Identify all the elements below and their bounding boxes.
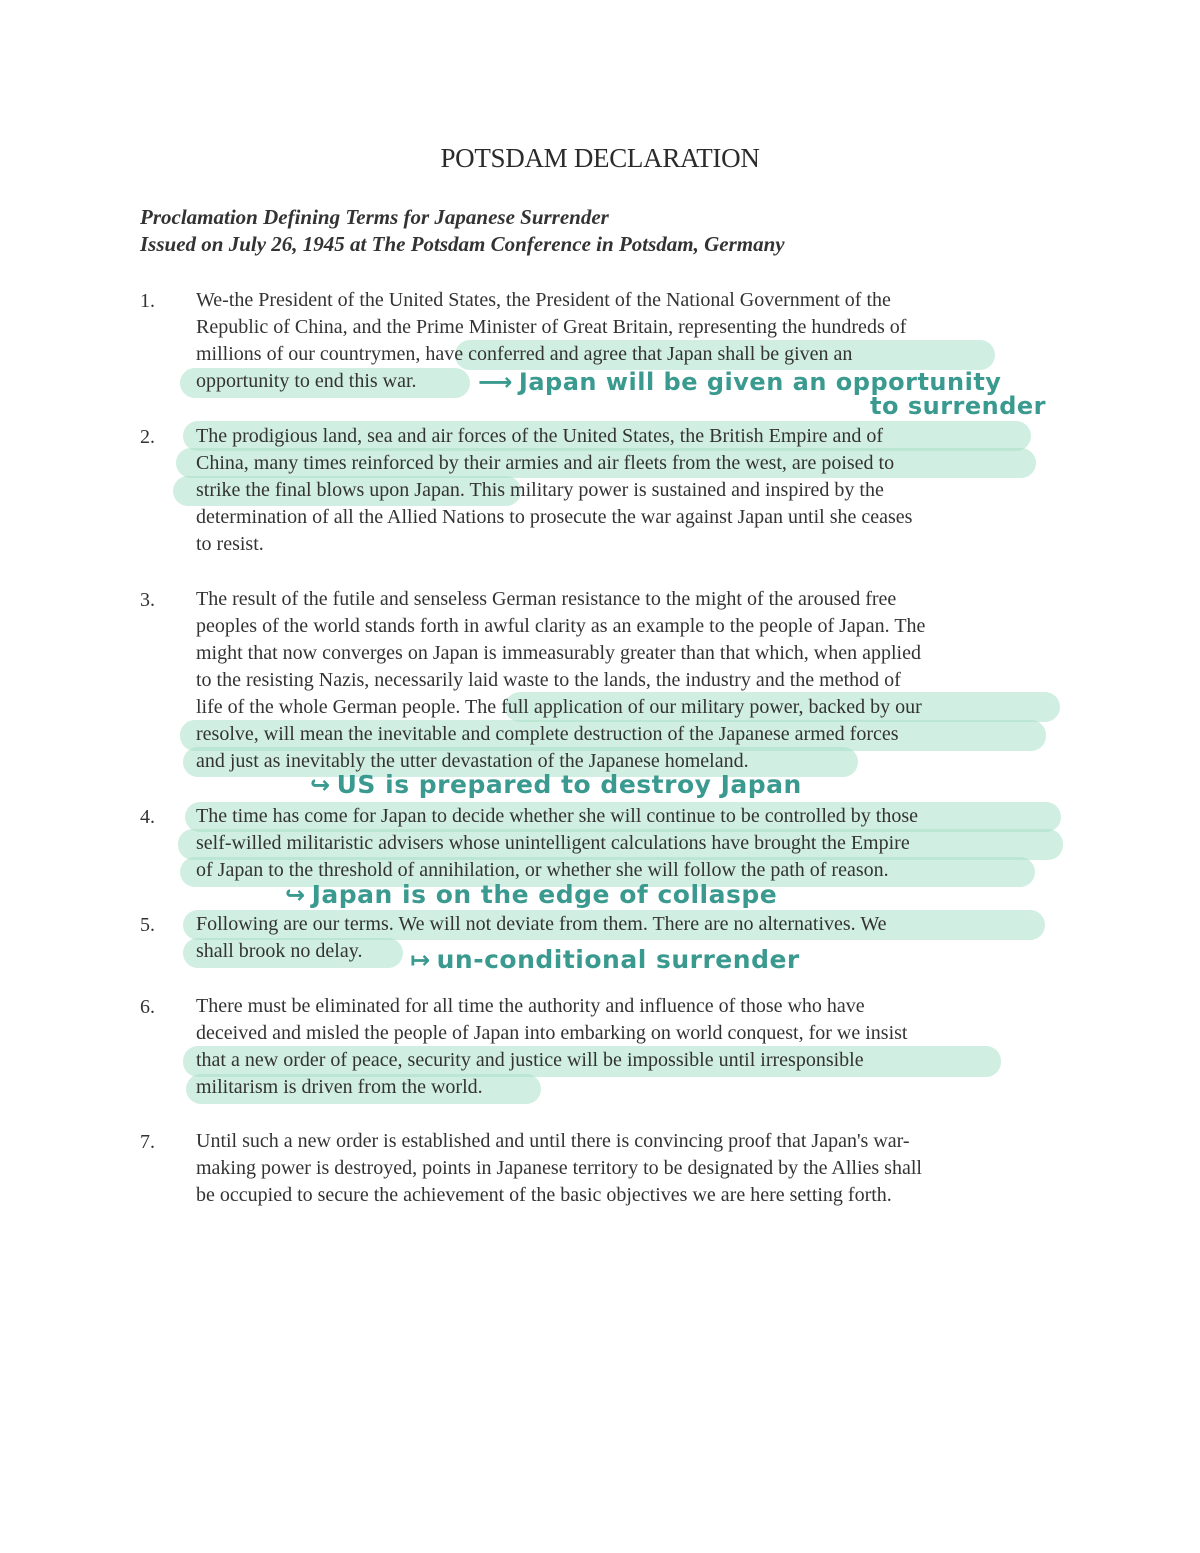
- item-line: resolve, will mean the inevitable and complete destruction of the Japanese armed forces: [196, 723, 899, 745]
- item-line: of Japan to the threshold of annihilation, or whether she will follow the path of reason.: [196, 859, 889, 881]
- item-line: self-willed militaristic advisers whose unintelligent calculations have brought the Empire: [196, 832, 910, 854]
- item-number: 7.: [140, 1131, 155, 1153]
- item-line: Until such a new order is established and until there is convincing proof that Japan's war-: [196, 1130, 910, 1152]
- document-title: POTSDAM DECLARATION: [440, 143, 760, 173]
- item-line: making power is destroyed, points in Japanese territory to be designated by the Allies shall: [196, 1157, 922, 1179]
- annotation-note-1b: to surrender: [870, 392, 1047, 420]
- item-line: shall brook no delay.: [196, 940, 363, 962]
- item-line: The time has come for Japan to decide whether she will continue to be controlled by those: [196, 805, 919, 827]
- item-line: to the resisting Nazis, necessarily laid waste to the lands, the industry and the method of: [196, 669, 901, 691]
- arrow-right-icon: ⟶: [478, 368, 513, 396]
- arrow-right-icon: ↪: [285, 881, 306, 909]
- arrow-right-icon: ↦: [410, 946, 431, 974]
- item-number: 3.: [140, 589, 155, 611]
- item-line: life of the whole German people. The full application of our military power, backed by our: [196, 696, 922, 718]
- arrow-right-icon: ↪: [310, 771, 331, 799]
- item-line: millions of our countrymen, have conferred and agree that Japan shall be given an: [196, 343, 853, 365]
- item-line: deceived and misled the people of Japan into embarking on world conquest, for we insist: [196, 1022, 908, 1044]
- annotation-note-4: ↪ Japan is on the edge of collaspe: [285, 880, 778, 909]
- item-line: be occupied to secure the achievement of the basic objectives we are here setting forth.: [196, 1184, 892, 1206]
- item-line: The prodigious land, sea and air forces of the United States, the British Empire and of: [196, 425, 884, 447]
- annotation-note-3: ↪ US is prepared to destroy Japan: [310, 770, 802, 799]
- item-number: 1.: [140, 290, 155, 312]
- item-line: We-the President of the United States, the President of the National Government of the: [196, 289, 891, 311]
- item-line: Republic of China, and the Prime Minister of Great Britain, representing the hundreds of: [196, 316, 907, 338]
- item-line: and just as inevitably the utter devastation of the Japanese homeland.: [196, 750, 749, 772]
- item-number: 4.: [140, 806, 155, 828]
- item-number: 2.: [140, 426, 155, 448]
- annotation-note-5: ↦ un-conditional surrender: [410, 945, 800, 974]
- item-line: determination of all the Allied Nations to prosecute the war against Japan until she ceases: [196, 506, 913, 528]
- item-line: The result of the futile and senseless German resistance to the might of the aroused free: [196, 588, 897, 610]
- item-line: China, many times reinforced by their armies and air fleets from the west, are poised to: [196, 452, 895, 474]
- item-line: peoples of the world stands forth in awful clarity as an example to the people of Japan. The: [196, 615, 926, 637]
- item-line: to resist.: [196, 533, 264, 555]
- item-line: that a new order of peace, security and justice will be impossible until irresponsible: [196, 1049, 864, 1071]
- item-line: might that now converges on Japan is immeasurably greater than that which, when applied: [196, 642, 921, 664]
- item-line: opportunity to end this war.: [196, 370, 417, 392]
- annotation-note-1: ⟶ Japan will be given an opportunity: [478, 368, 1002, 396]
- item-number: 6.: [140, 996, 155, 1018]
- subtitle-proclamation: Proclamation Defining Terms for Japanese Surrender: [140, 205, 609, 229]
- subtitle-issued: Issued on July 26, 1945 at The Potsdam Conference in Potsdam, Germany: [140, 232, 785, 256]
- item-line: strike the final blows upon Japan. This military power is sustained and inspired by the: [196, 479, 884, 501]
- item-line: Following are our terms. We will not deviate from them. There are no alternatives. We: [196, 913, 887, 935]
- item-line: There must be eliminated for all time the authority and influence of those who have: [196, 995, 865, 1017]
- item-number: 5.: [140, 914, 155, 936]
- item-line: militarism is driven from the world.: [196, 1076, 483, 1098]
